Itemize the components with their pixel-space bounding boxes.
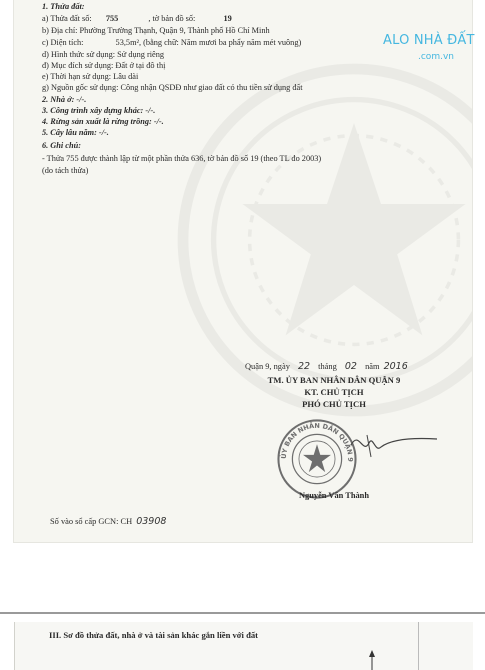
date-day: 22 (297, 361, 311, 372)
parcel-number-row (42, 13, 232, 24)
usage-form-row: d) Hình thức sử dụng: Sử dụng riêng (42, 50, 165, 59)
handwritten-signature-icon (349, 425, 439, 465)
issue-date (245, 361, 408, 372)
page-divider (0, 612, 485, 614)
address-row: b) Địa chỉ: Phường Trường Thạnh, Quận 9, Thành phố Hồ Chí Minh (42, 26, 270, 35)
note-line-1: - Thửa 755 được thành lập từ một phần thửa 636, tờ bản đồ số 19 (theo TL đo 2003) (42, 154, 322, 163)
section-4: 4. Rừng sản xuất là rừng trồng: -/-. (42, 117, 164, 126)
authority-line-3: PHÓ CHỦ TỊCH (302, 399, 366, 409)
usage-purpose-row: đ) Mục đích sử dụng: Đất ở tại đô thị (42, 61, 166, 70)
section-1-title: 1. Thửa đất: (42, 2, 85, 11)
map-border-line (418, 622, 419, 670)
parcel-number: 755 (105, 14, 119, 23)
area-row (42, 37, 301, 48)
parcel-number-label: a) Thửa đất số: (42, 14, 92, 23)
section-2: 2. Nhà ở: -/-. (42, 95, 87, 104)
note-line-2: (do tách thửa) (42, 166, 89, 175)
usage-origin-row: g) Nguồn gốc sử dụng: Công nhận QSDĐ như giao đất có thu tiền sử dụng đất (42, 83, 303, 92)
section-3-map-title: III. Sơ đồ thửa đất, nhà ở và tài sản khác gắn liền với đất (49, 630, 259, 640)
section-5: 5. Cây lâu năm: -/-. (42, 128, 109, 137)
area-value: 53,5m², (bằng chữ: Năm mươi ba phẩy năm mét vuông) (115, 38, 302, 47)
map-sheet-label: , tờ bản đồ số: (148, 14, 196, 23)
watermark-brand: ALO NHÀ ĐẤT (383, 33, 475, 48)
certificate-page (14, 0, 472, 542)
register-number (50, 516, 166, 527)
date-prefix: Quận 9, ngày (245, 362, 290, 371)
seal-text: ỦY BAN NHÂN DÂN QUẬN 9 (279, 421, 355, 462)
map-sheet-number: 19 (223, 14, 232, 23)
section-3: 3. Công trình xây dựng khác: -/-. (42, 106, 156, 115)
certificate-page-2 (14, 622, 473, 670)
date-year: 2016 (383, 361, 408, 372)
register-label: Số vào sổ cấp GCN: CH (50, 517, 133, 526)
official-seal-icon (276, 418, 358, 500)
watermark-site: .com.vn (418, 52, 454, 62)
date-month: 02 (344, 361, 357, 372)
signer-name: Nguyễn Văn Thành (299, 491, 369, 500)
authority-line-2: KT. CHỦ TỊCH (304, 387, 364, 397)
area-label: c) Diện tích: (42, 38, 84, 47)
date-month-label: tháng (318, 362, 337, 371)
date-year-label: năm (365, 362, 380, 371)
register-value: 03908 (136, 516, 167, 527)
section-6-title: 6. Ghi chú: (42, 141, 81, 150)
usage-term-row: e) Thời hạn sử dụng: Lâu dài (42, 72, 139, 81)
north-arrow-icon (367, 650, 377, 670)
authority-line-1: TM. ỦY BAN NHÂN DÂN QUẬN 9 (267, 375, 401, 385)
